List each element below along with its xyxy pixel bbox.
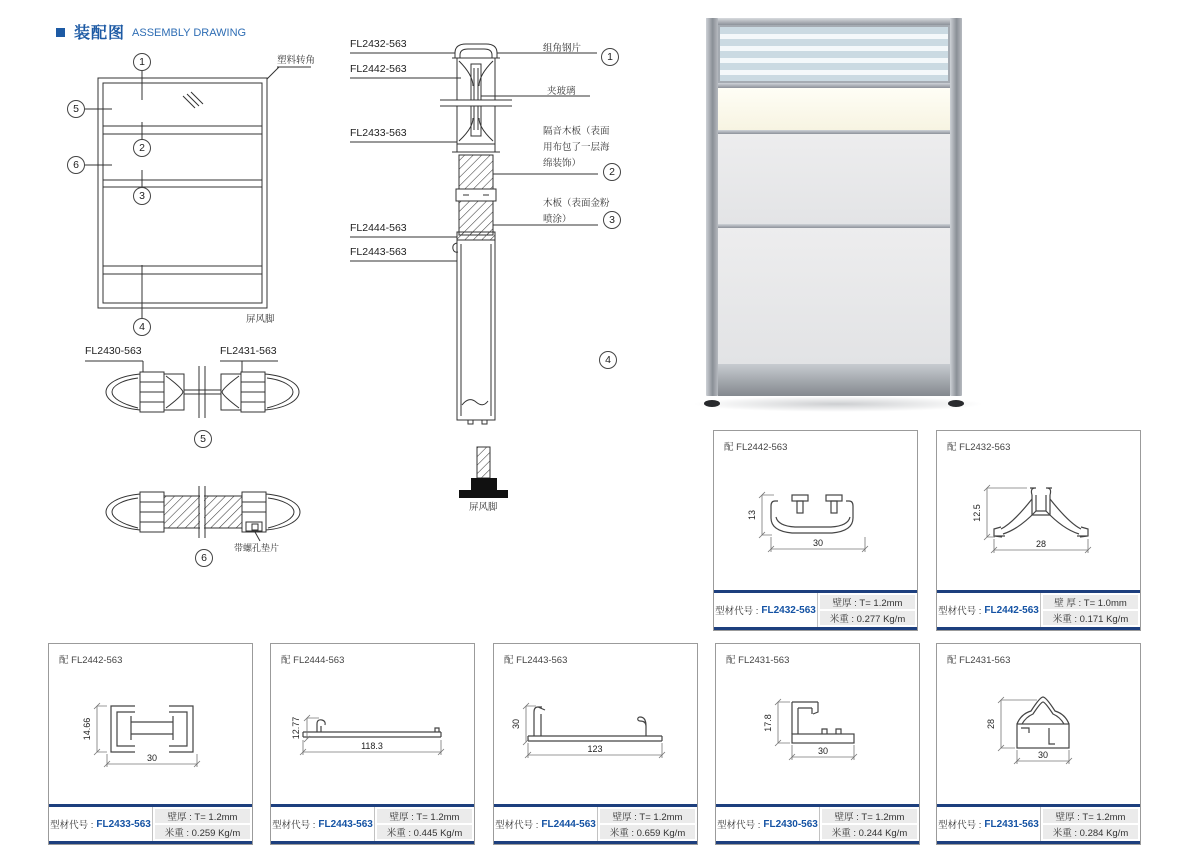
card-footer	[494, 804, 697, 844]
code-label: 型材代号 :	[938, 820, 982, 831]
profile-card-fl2431	[936, 643, 1141, 845]
section-part-label-fl2432: FL2432-563	[350, 38, 407, 50]
wall-thickness: 壁厚 : T= 1.2mm	[377, 809, 472, 823]
section-anno-glass: 夹玻璃	[547, 86, 576, 97]
front-callout-1: 1	[133, 53, 151, 71]
front-callout-2: 2	[133, 139, 151, 157]
section-anno-soundboard-line1: 隔音木板（表面	[543, 126, 610, 137]
front-foot-label: 屏风脚	[246, 314, 275, 325]
card-footer	[49, 804, 252, 844]
card-body	[937, 431, 1140, 590]
spec-cells	[818, 593, 917, 627]
section-anno-soundboard-line2: 用布包了一层海	[543, 142, 610, 153]
section-anno-woodboard-line2: 喷涂）	[543, 214, 572, 225]
partition-striped-glass-panel	[718, 25, 950, 83]
wall-thickness: 壁厚 : T= 1.2mm	[155, 809, 250, 823]
dim-width: 118.3	[361, 741, 383, 751]
dim-height: 17.8	[763, 714, 773, 732]
section-anno-corner-piece: 组角钢片	[543, 43, 582, 54]
partition-left-post	[706, 18, 718, 396]
profile-card-fl2432	[713, 430, 918, 631]
card-body	[271, 644, 474, 804]
profile-code-cell	[49, 807, 153, 841]
card-match-label: 配 FL2431-563	[726, 655, 790, 666]
front-callout-6: 6	[67, 156, 85, 174]
profile-code-cell	[714, 593, 818, 627]
dim-height: 12.77	[291, 716, 301, 740]
code-label: 型材代号 :	[717, 820, 761, 831]
cross-label-fl2430: FL2430-563	[85, 345, 142, 357]
profile-drawing-fl2432	[714, 449, 917, 586]
cross-washer-label: 带螺孔垫片	[234, 543, 280, 553]
dim-height: 13	[747, 509, 757, 521]
card-footer	[937, 804, 1140, 844]
card-match-label: 配 FL2432-563	[947, 442, 1011, 453]
meter-weight: 米重 : 0.244 Kg/m	[822, 825, 917, 839]
code-label: 型材代号 :	[272, 820, 316, 831]
spec-cells	[153, 807, 252, 841]
profile-code: FL2431-563	[984, 818, 1039, 830]
card-match-label: 配 FL2431-563	[947, 655, 1011, 666]
profile-code: FL2433-563	[96, 818, 151, 830]
code-label: 型材代号 :	[495, 820, 539, 831]
code-label: 型材代号 :	[50, 820, 94, 831]
code-label: 型材代号 :	[938, 606, 982, 617]
partition-render	[706, 16, 962, 399]
title-zh: 装配图	[74, 25, 126, 42]
meter-weight: 米重 : 0.284 Kg/m	[1043, 825, 1138, 839]
profile-drawing-fl2430	[716, 662, 919, 799]
meter-weight: 米重 : 0.259 Kg/m	[155, 825, 250, 839]
profile-drawing-fl2433	[49, 662, 252, 799]
card-match-label: 配 FL2444-563	[281, 655, 345, 666]
card-match-label: 配 FL2443-563	[504, 655, 568, 666]
profile-code-cell	[937, 593, 1041, 627]
code-label: 型材代号 :	[715, 606, 759, 617]
section-callout-2: 2	[603, 163, 621, 181]
profile-drawing-fl2431	[937, 662, 1140, 799]
cross-label-fl2431: FL2431-563	[220, 345, 277, 357]
card-footer	[714, 590, 917, 630]
front-callout-3: 3	[133, 187, 151, 205]
profile-code-cell	[271, 807, 375, 841]
cross-callout-6: 6	[195, 549, 213, 567]
section-part-label-fl2444: FL2444-563	[350, 222, 407, 234]
profile-code: FL2443-563	[318, 818, 373, 830]
card-body	[937, 644, 1140, 804]
wall-thickness: 壁厚 : T= 1.2mm	[820, 595, 915, 609]
spec-cells	[1041, 593, 1140, 627]
section-part-label-fl2443: FL2443-563	[350, 246, 407, 258]
section-part-label-fl2442: FL2442-563	[350, 63, 407, 75]
partition-top-rail	[706, 18, 962, 25]
card-match-label: 配 FL2442-563	[724, 442, 788, 453]
wall-thickness: 壁厚 : T= 1.2mm	[1043, 809, 1138, 823]
profile-drawing-fl2442	[937, 449, 1140, 586]
partition-gray-panel-lower	[718, 228, 950, 364]
profile-drawing-fl2444	[494, 662, 697, 799]
profile-code: FL2444-563	[541, 818, 596, 830]
card-footer	[271, 804, 474, 844]
profile-code: FL2430-563	[763, 818, 818, 830]
dim-width: 30	[812, 538, 824, 548]
meter-weight: 米重 : 0.277 Kg/m	[820, 611, 915, 625]
front-callout-5: 5	[67, 100, 85, 118]
card-body	[716, 644, 919, 804]
profile-card-fl2443	[270, 643, 475, 845]
spec-cells	[375, 807, 474, 841]
section-callout-3: 3	[603, 211, 621, 229]
dim-height: 28	[986, 718, 996, 730]
meter-weight: 米重 : 0.171 Kg/m	[1043, 611, 1138, 625]
dim-width: 123	[587, 744, 603, 754]
profile-drawing-fl2443	[271, 662, 474, 799]
partition-right-post	[950, 18, 962, 396]
cross-callout-5: 5	[194, 430, 212, 448]
profile-card-fl2444	[493, 643, 698, 845]
partition-base-band	[718, 364, 950, 396]
wall-thickness: 壁厚 : T= 1.2mm	[600, 809, 695, 823]
dim-height: 14.66	[82, 717, 92, 741]
card-body	[714, 431, 917, 590]
card-match-label: 配 FL2442-563	[59, 655, 123, 666]
front-callout-4: 4	[133, 318, 151, 336]
profile-card-fl2430	[715, 643, 920, 845]
card-body	[49, 644, 252, 804]
meter-weight: 米重 : 0.445 Kg/m	[377, 825, 472, 839]
profile-card-fl2433	[48, 643, 253, 845]
page-title	[56, 20, 246, 43]
title-bullet-icon	[56, 28, 65, 37]
front-corner-label: 塑料转角	[277, 55, 316, 66]
section-callout-1: 1	[601, 48, 619, 66]
wall-thickness: 壁 厚 : T= 1.0mm	[1043, 595, 1138, 609]
dim-height: 12.5	[972, 504, 982, 522]
dim-width: 30	[817, 746, 829, 756]
dim-height: 30	[511, 718, 521, 730]
section-part-label-fl2433: FL2433-563	[350, 127, 407, 139]
title-en: ASSEMBLY DRAWING	[132, 27, 247, 39]
partition-gray-panel-upper	[718, 134, 950, 224]
partition-panels	[718, 25, 950, 396]
card-body	[494, 644, 697, 804]
wall-thickness: 壁厚 : T= 1.2mm	[822, 809, 917, 823]
profile-code-cell	[494, 807, 598, 841]
spec-cells	[598, 807, 697, 841]
partition-shadow	[692, 396, 984, 412]
section-anno-soundboard-line3: 绵装饰）	[543, 158, 582, 169]
spec-cells	[820, 807, 919, 841]
section-anno-woodboard-line1: 木板（表面金粉	[543, 198, 610, 209]
card-footer	[937, 590, 1140, 630]
section-callout-4: 4	[599, 351, 617, 369]
meter-weight: 米重 : 0.659 Kg/m	[600, 825, 695, 839]
profile-code-cell	[716, 807, 820, 841]
dim-width: 30	[146, 753, 158, 763]
dim-width: 28	[1035, 539, 1047, 549]
profile-code: FL2432-563	[761, 604, 816, 616]
partition-cream-panel	[718, 88, 950, 130]
section-foot-label: 屏风脚	[469, 502, 498, 513]
card-footer	[716, 804, 919, 844]
profile-code: FL2442-563	[984, 604, 1039, 616]
dim-width: 30	[1037, 750, 1049, 760]
profile-card-fl2442	[936, 430, 1141, 631]
spec-cells	[1041, 807, 1140, 841]
profile-code-cell	[937, 807, 1041, 841]
